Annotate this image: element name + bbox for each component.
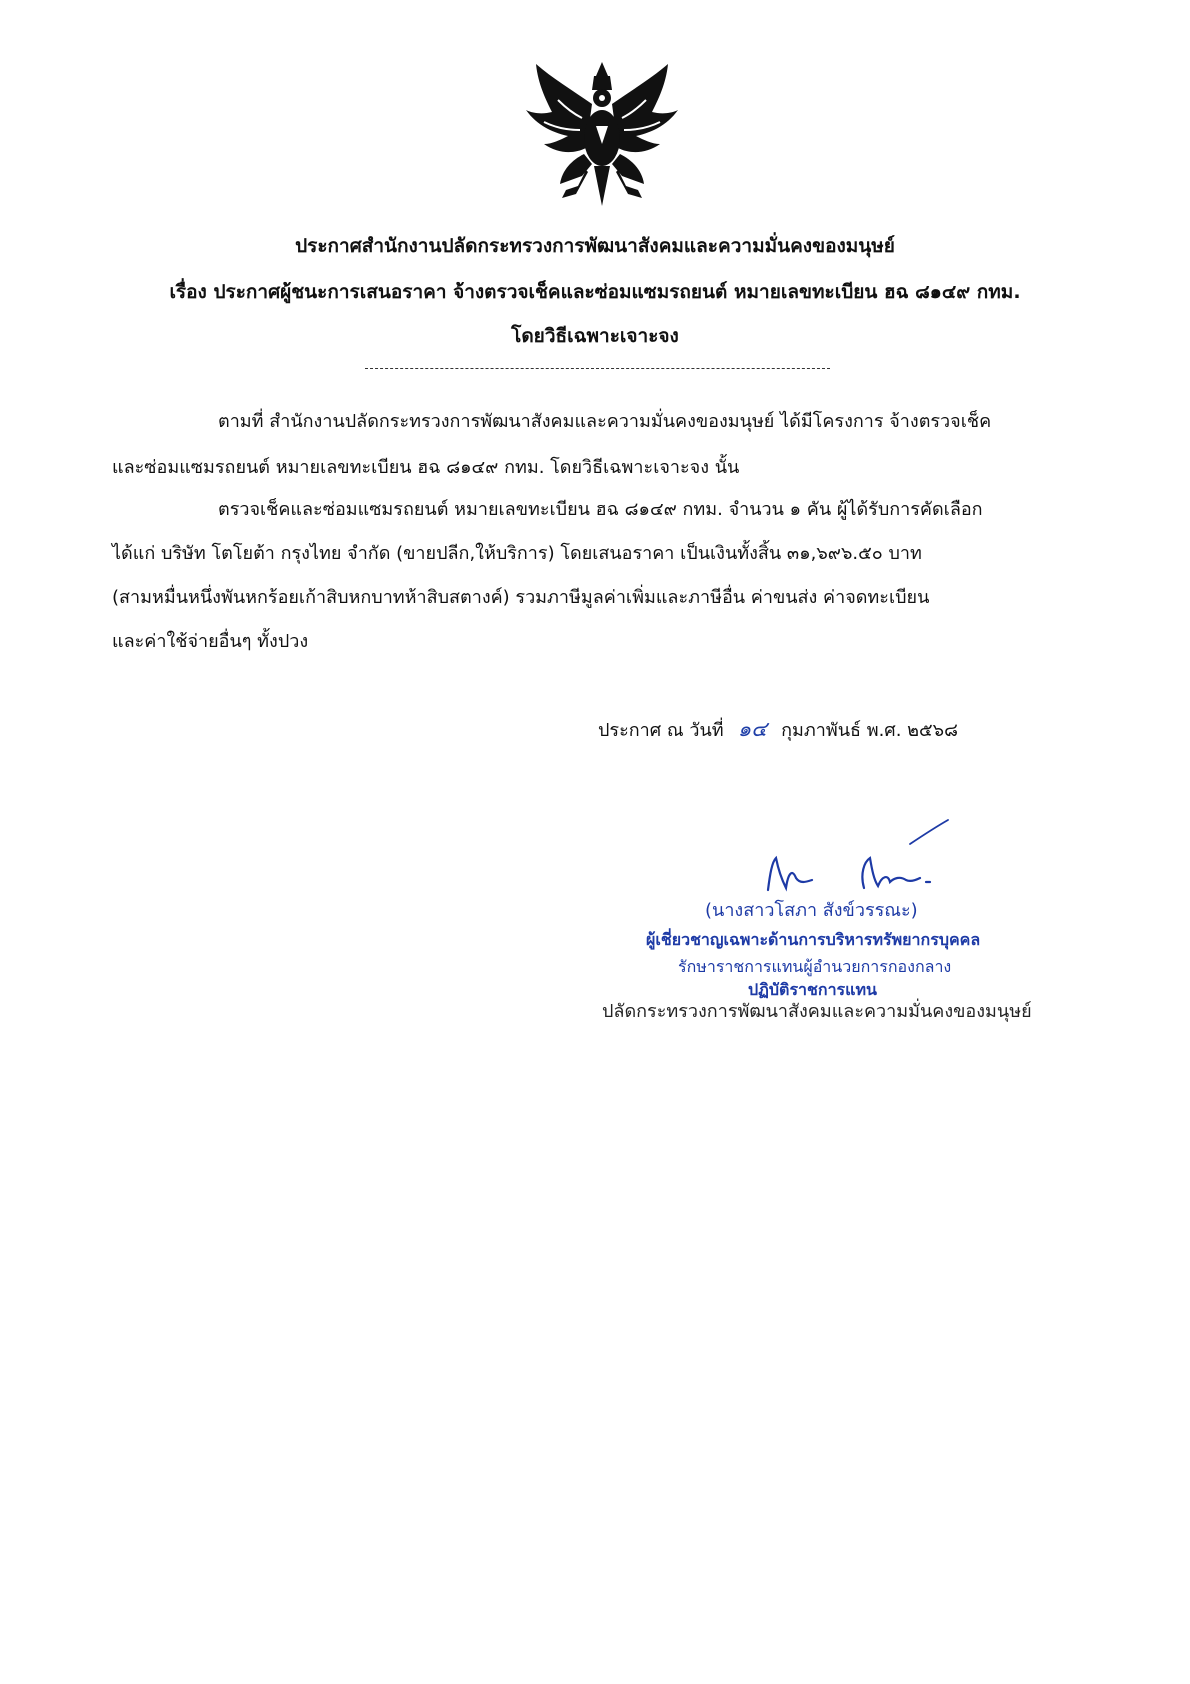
body-paragraph-2-line-4: และค่าใช้จ่ายอื่นๆ ทั้งปวง	[112, 631, 309, 652]
signatory-on-behalf: ปฏิบัติราชการแทน	[748, 980, 877, 999]
section-divider	[365, 368, 830, 369]
body-paragraph-2-line-1: ตรวจเช็คและซ่อมแซมรถยนต์ หมายเลขทะเบียน ฮฉ ๘๑๔๙ กทม. จำนวน ๑ คัน ผู้ได้รับการคัดเลือก	[218, 499, 983, 520]
announcement-method: โดยวิธีเฉพาะเจาะจง	[511, 325, 679, 347]
date-prefix: ประกาศ ณ วันที่	[598, 720, 724, 741]
garuda-emblem-icon	[522, 60, 682, 210]
signatory-name: (นางสาวโสภา สังข์วรรณะ)	[705, 900, 918, 921]
announcement-title: ประกาศสำนักงานปลัดกระทรวงการพัฒนาสังคมและความมั่นคงของมนุษย์	[295, 235, 895, 257]
date-day: ๑๔	[737, 717, 767, 741]
signatory-acting-position: รักษาราชการแทนผู้อำนวยการกองกลาง	[678, 957, 952, 976]
announcement-subject: เรื่อง ประกาศผู้ชนะการเสนอราคา จ้างตรวจเช็คและซ่อมแซมรถยนต์ หมายเลขทะเบียน ฮฉ ๘๑๔๙ กทม.	[169, 281, 1021, 303]
body-paragraph-1-line-2: และซ่อมแซมรถยนต์ หมายเลขทะเบียน ฮฉ ๘๑๔๙ กทม. โดยวิธีเฉพาะเจาะจง นั้น	[112, 457, 740, 478]
date-month-year: กุมภาพันธ์ พ.ศ. ๒๕๖๘	[781, 720, 958, 741]
signatory-position: ผู้เชี่ยวชาญเฉพาะด้านการบริหารทรัพยากรบุคคล	[646, 930, 981, 949]
body-paragraph-2-line-2: ได้แก่ บริษัท โตโยต้า กรุงไทย จำกัด (ขายปลีก,ให้บริการ) โดยเสนอราคา เป็นเงินทั้งสิ้น ๓๑,๖๙๖.๕๐ บาท	[112, 543, 922, 564]
announcement-date	[598, 716, 958, 744]
handwritten-signature-icon	[760, 818, 960, 898]
body-paragraph-1-line-1: ตามที่ สำนักงานปลัดกระทรวงการพัฒนาสังคมและความมั่นคงของมนุษย์ ได้มีโครงการ จ้างตรวจเช็ค	[218, 411, 992, 432]
body-paragraph-2-line-3: (สามหมื่นหนึ่งพันหกร้อยเก้าสิบหกบาทห้าสิบสตางค์) รวมภาษีมูลค่าเพิ่มและภาษีอื่น ค่าขนส่ง ค่าจดทะเบียน	[112, 587, 930, 608]
signatory-office: ปลัดกระทรวงการพัฒนาสังคมและความมั่นคงของมนุษย์	[602, 1001, 1032, 1022]
